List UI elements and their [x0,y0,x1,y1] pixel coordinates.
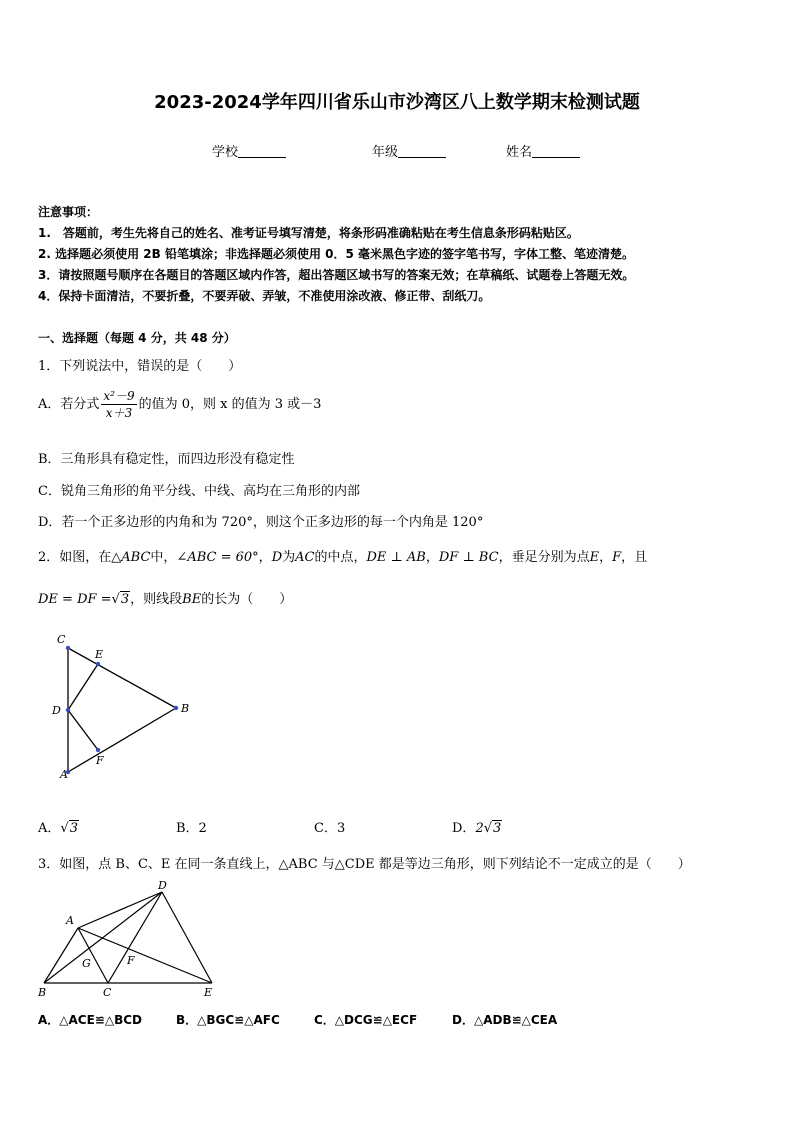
math: F [612,550,622,565]
notice-heading: 注意事项： [38,205,99,219]
q1-stem: 1．下列说法中，错误的是（ ） [38,359,242,374]
math: DE ⊥ AB [366,550,426,565]
q2-stem-line1 [38,546,647,565]
q1-option-c[interactable]: C．锐角三角形的角平分线、中线、高均在三角形的内部 [38,484,360,499]
name-label: 姓名 [506,145,533,160]
math: 2 [475,821,484,836]
fraction-numerator: x²－9 [103,389,135,403]
q1-option-a[interactable] [38,388,321,421]
label-c: C [103,986,112,999]
name-blank[interactable] [532,145,580,158]
text: 中， [150,550,177,565]
page-title: 2023-2024学年四川省乐山市沙湾区八上数学期末检测试题 [154,92,640,113]
q2-option-a[interactable] [38,817,79,836]
math: D [271,550,283,565]
text: ，则线段 [130,592,183,607]
q2-stem-line2 [38,588,292,607]
text: ，且 [621,550,648,565]
q1-option-d[interactable]: D．若一个正多边形的内角和为 720°，则这个正多边形的每一个内角是 120° [38,515,484,530]
math: △ABC [111,550,151,565]
q3-option-c[interactable]: C．△DCG≌△ECF [314,1013,418,1027]
school-field[interactable] [212,141,286,160]
label-a: A [66,914,74,927]
text: ，垂足分别为点 [498,550,590,565]
fraction-denominator: x＋3 [105,406,133,420]
q3-option-b[interactable]: B．△BGC≌△AFC [176,1013,280,1027]
math: AC [295,550,315,565]
text: 的中点， [314,550,367,565]
q3-option-a[interactable]: A．△ACE≌△BCD [38,1013,143,1027]
sqrt: √3 [60,821,78,836]
text: ， [258,550,272,565]
q2-option-c[interactable]: C．3 [314,821,346,836]
math: DF ⊥ BC [438,550,499,565]
q2-option-b[interactable]: B．2 [176,821,207,836]
sqrt: √3 [483,821,502,836]
label-d: D [52,704,61,717]
text: 为 [282,550,296,565]
math: DE = DF = [38,592,112,607]
label-b: B [38,986,47,999]
radicand: 3 [120,592,130,607]
radicand: 3 [493,821,502,836]
school-blank[interactable] [238,145,286,158]
text: A． [38,821,61,836]
text: 的长为（ ） [201,592,293,607]
text: ， [425,550,439,565]
math: BE [182,592,202,607]
text: 2．如图，在 [38,550,112,565]
notice-item: 1. 答题前，考生先将自己的姓名、准考证号填写清楚，将条形码准确粘贴在考生信息条形码粘贴区。 [38,226,579,240]
label-b: B [181,702,190,715]
q1-a-suffix: 的值为 0，则 x 的值为 3 或－3 [138,397,322,412]
text: D． [452,821,476,836]
sqrt: √3 [111,592,130,607]
school-label: 学校 [212,145,239,160]
q3-stem: 3．如图，点 B、C、E 在同一条直线上，△ABC 与△CDE 都是等边三角形，则下列结论不一定成立的是（ ） [38,857,691,872]
q1-option-b[interactable]: B．三角形具有稳定性，而四边形没有稳定性 [38,452,295,467]
label-g: G [82,957,91,970]
notice-item: 4．保持卡面清洁，不要折叠，不要弄破、弄皱，不准使用涂改液、修正带、刮纸刀。 [38,289,491,303]
label-d: D [158,879,167,892]
fraction [101,388,136,421]
label-e: E [95,648,104,661]
label-f: F [127,954,135,967]
q2-option-d[interactable] [452,817,502,836]
q2-figure [48,628,198,783]
q3-figure [30,876,225,1001]
name-field[interactable] [506,141,580,160]
notice-item: 2. 选择题必须使用 2B 铅笔填涂；非选择题必须使用 0．5 毫米黑色字迹的签字笔书写，字体工整、笔迹清楚。 [38,247,634,261]
label-e: E [204,986,213,999]
label-f: F [96,754,104,767]
label-a: A [60,768,68,781]
grade-blank[interactable] [398,145,446,158]
radicand: 3 [69,821,78,836]
math: ∠ABC = 60° [176,550,259,565]
notice-item: 3．请按照题号顺序在各题目的答题区域内作答，超出答题区域书写的答案无效；在草稿纸、试题卷上答题无效。 [38,268,635,282]
grade-field[interactable] [372,141,446,160]
text: ， [599,550,613,565]
grade-label: 年级 [372,145,399,160]
q1-a-prefix: A．若分式 [38,397,100,412]
label-c: C [57,633,66,646]
section-heading: 一、选择题（每题 4 分，共 48 分） [38,331,236,345]
math: E [589,550,600,565]
q3-option-d[interactable]: D．△ADB≌△CEA [452,1013,558,1027]
